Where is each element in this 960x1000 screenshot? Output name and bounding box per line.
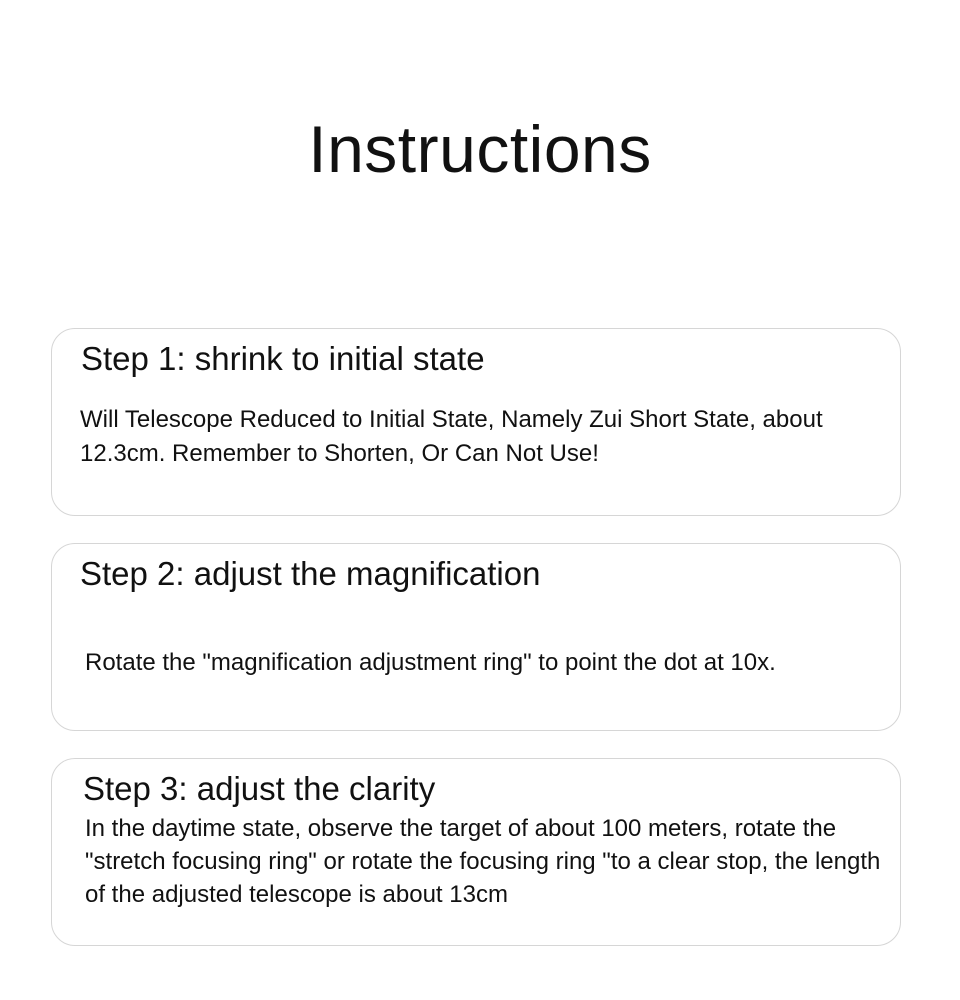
step-card-2 xyxy=(51,543,901,731)
step-1-heading: Step 1: shrink to initial state xyxy=(81,340,485,377)
page-title: Instructions xyxy=(308,112,652,186)
step-card-3 xyxy=(51,758,901,946)
step-card-1 xyxy=(51,328,901,516)
step-2-heading: Step 2: adjust the magnification xyxy=(80,555,541,592)
step-2-description: Rotate the "magnification adjustment ring" to point the dot at 10x. xyxy=(85,649,776,676)
step-3-heading: Step 3: adjust the clarity xyxy=(83,770,436,807)
step-1-description: Will Telescope Reduced to Initial State, Namely Zui Short State, about 12.3cm. Remember to Shorten, Or Can Not Use! xyxy=(80,406,823,467)
step-3-description: In the daytime state, observe the target of about 100 meters, rotate the "stretch focusing ring" or rotate the focusing ring "to a clear stop, the length of the adjusted telescope is about 13cm xyxy=(85,815,881,908)
